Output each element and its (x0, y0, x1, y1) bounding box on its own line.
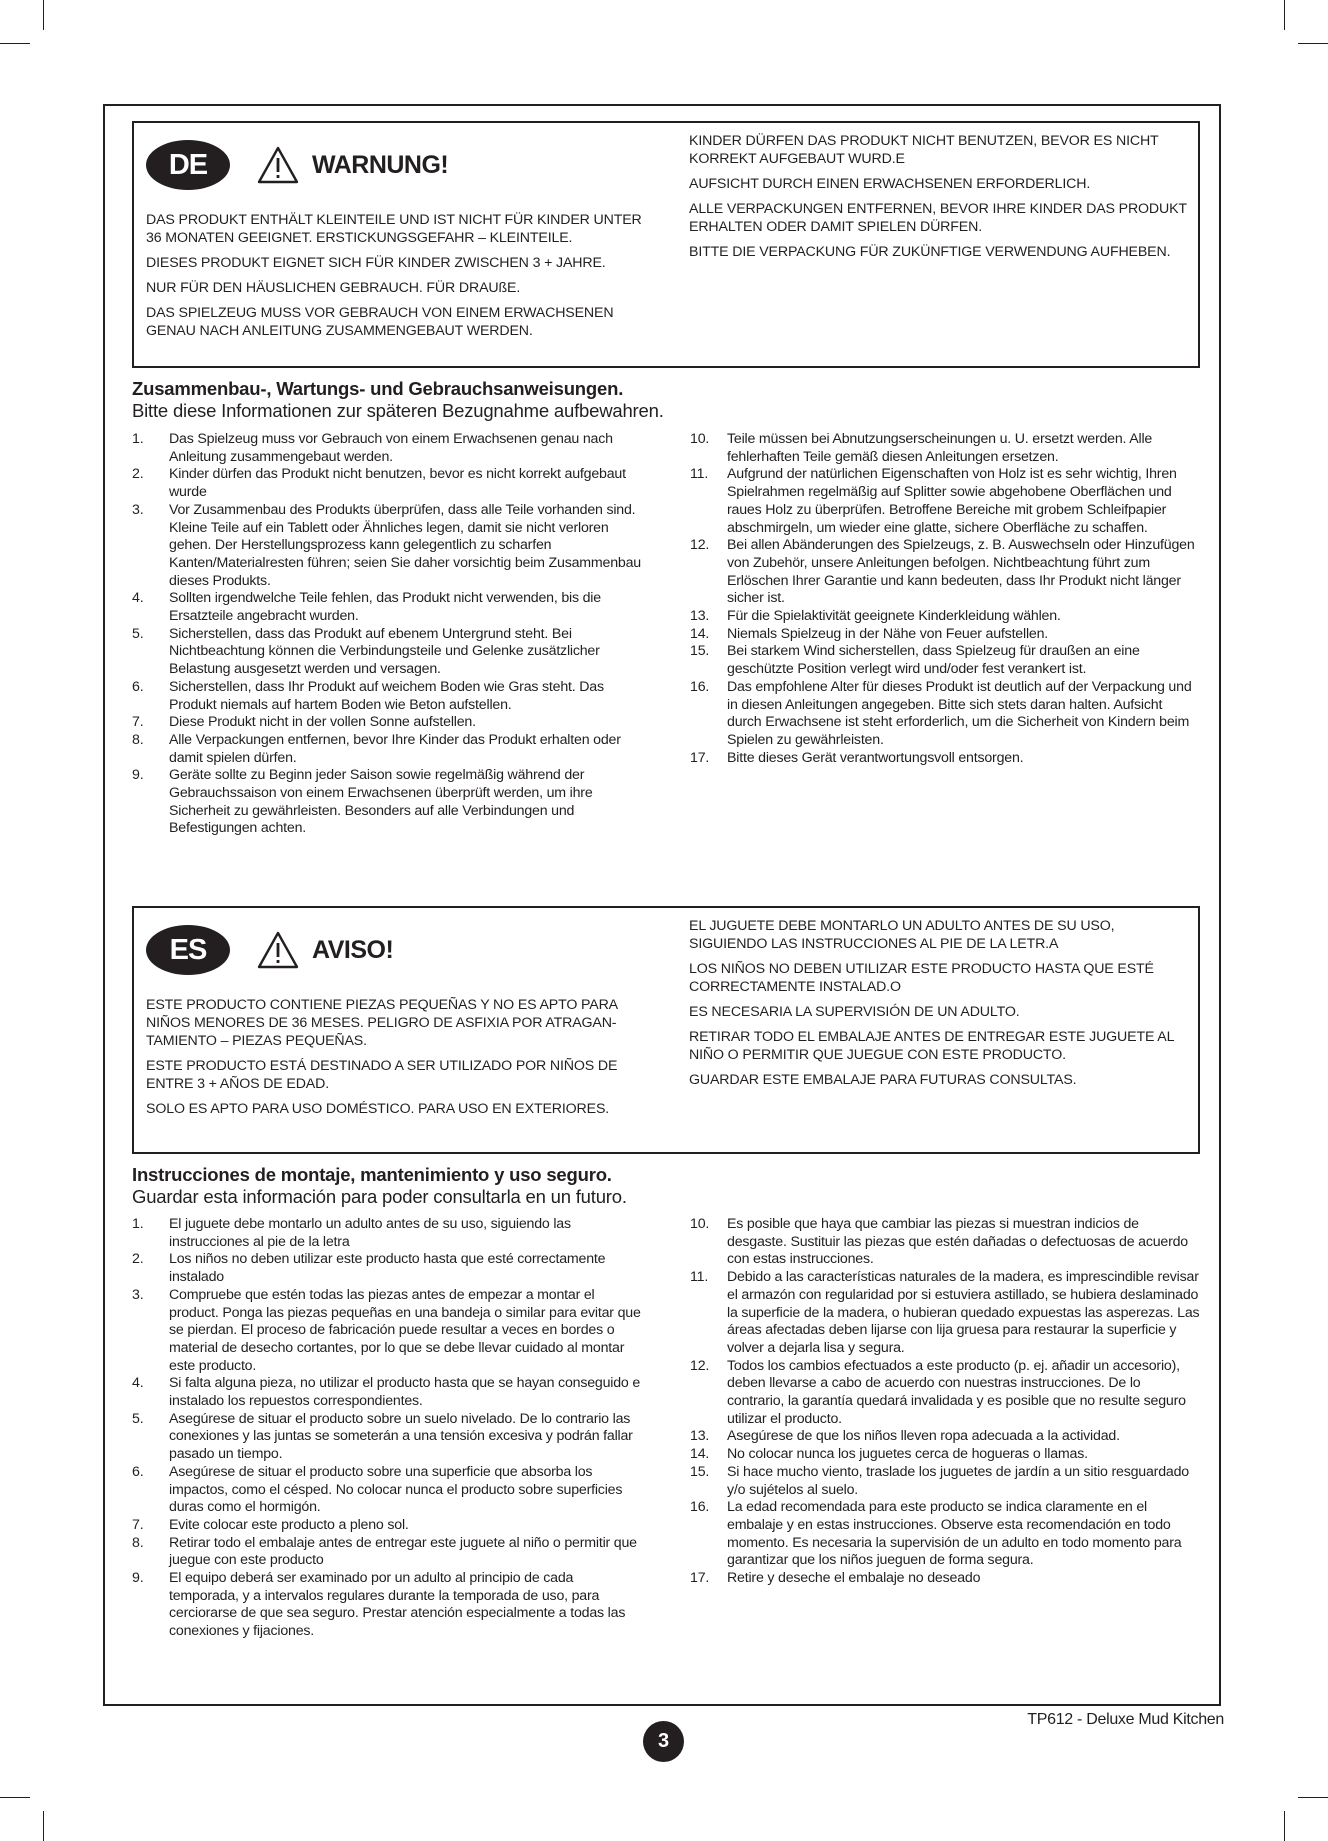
item-number: 13. (690, 608, 710, 625)
item-text: Evite colocar este producto a pleno sol. (169, 1516, 409, 1533)
item-number: 11. (690, 466, 709, 483)
list-item (132, 626, 642, 679)
crop-mark (43, 0, 44, 30)
list-item (690, 1499, 1200, 1570)
warning-paragraph: NUR FÜR DEN HÄUSLICHEN GEBRAUCH. FÜR DRAUßE. (146, 280, 521, 296)
item-text: Sicherstellen, dass Ihr Produkt auf weichem Boden wie Gras steht. Das Produkt niemals auf hartem Boden wie Beton aufstellen. (169, 678, 604, 713)
item-text: Bei starkem Wind sicherstellen, dass Spielzeug für draußen an eine geschützte Position verlegt wird und/oder fest verankert ist. (727, 643, 1140, 678)
warning-paragraph: ALLE VERPACKUNGEN ENTFERNEN, BEVOR IHRE KINDER DAS PRODUKT ERHALTEN ODER DAMIT SPIELEN DÜRFEN. (689, 201, 1187, 235)
item-text: Aufgrund der natürlichen Eigenschaften von Holz ist es sehr wichtig, Ihren Spielrahmen regelmäßig auf Splitter sowie abgehobene Oberflächen und raues Holz zu überprüfen. Betroffene Bereiche mit grobem Schleifpapier abschmirgeln, um wieder eine glatte, sichere Oberfläche zu schaffen. (727, 466, 1177, 536)
warning-paragraph: KINDER DÜRFEN DAS PRODUKT NICHT BENUTZEN, BEVOR ES NICHT KORREKT AUFGEBAUT WURD.E (689, 133, 1159, 167)
list-item (132, 1375, 642, 1410)
item-number: 3. (132, 501, 144, 518)
item-text: Compruebe que estén todas las piezas antes de empezar a montar el product. Ponga las piezas pequeñas en una bandeja o similar para evitar que se pierdan. El proceso de fabricación puede resultar a veces en bordes o material de desecho cortantes, por lo que se debe llevar cuidado al montar este producto. (169, 1286, 641, 1374)
warning-box-es (132, 906, 1200, 1154)
item-number: 1. (132, 431, 144, 447)
list-item (690, 431, 1200, 466)
item-text: La edad recomendada para este producto se indica claramente en el embalaje y en estas instrucciones. Observe esta recomendación en todo momento. Es necesaria la supervisión de un adulto en todo momento para garantizar que los niños jueguen de forma segura. (727, 1499, 1182, 1569)
crop-mark (1298, 1797, 1328, 1798)
list-item (690, 1358, 1200, 1429)
item-number: 10. (690, 1216, 710, 1232)
item-text: Retirar todo el embalaje antes de entregar este juguete al niño o permitir que juegue con este producto (169, 1534, 637, 1569)
list-item (690, 1446, 1200, 1464)
item-text: Vor Zusammenbau des Produkts überprüfen, dass alle Teile vorhanden sind. Kleine Teile auf ein Tablett oder Ähnliches legen, damit sie nicht verloren gehen. Der Herstellungsprozess kann gelegentlich zu scharfen Kanten/Materialresten führen; seien Sie daher vorsichtig beim Zusammenbau dieses Produkts. (169, 501, 641, 589)
item-number: 17. (690, 749, 710, 766)
item-number: 4. (132, 590, 144, 607)
list-item (690, 608, 1200, 626)
crop-mark (1284, 1811, 1285, 1841)
item-number: 12. (690, 537, 710, 554)
instructions-list-es-right (690, 1216, 1200, 1588)
item-number: 11. (690, 1269, 709, 1286)
item-number: 5. (132, 625, 144, 642)
item-number: 12. (690, 1357, 710, 1374)
page-number-badge: 3 (643, 1721, 684, 1762)
item-number: 4. (132, 1375, 144, 1392)
item-number: 13. (690, 1428, 710, 1445)
list-item (132, 466, 642, 501)
item-number: 6. (132, 1463, 144, 1480)
list-item (132, 1251, 642, 1286)
list-item (132, 1570, 642, 1641)
item-text: Es posible que haya que cambiar las piezas si muestran indicios de desgaste. Sustituir las piezas que estén dañadas o defectuosas de acuerdo con estas instrucciones. (727, 1216, 1189, 1268)
list-item (690, 679, 1200, 750)
crop-mark (1284, 0, 1285, 30)
list-item (690, 626, 1200, 644)
section-title-es: Instrucciones de montaje, mantenimiento y uso seguro. (132, 1164, 612, 1185)
list-item (690, 643, 1200, 678)
item-text: Sicherstellen, dass das Produkt auf ebenem Untergrund steht. Bei Nichtbeachtung können die Verbindungsteile und Gelenke zusätzlicher Belastung ausgesetzt werden und versagen. (169, 625, 600, 678)
item-number: 2. (132, 1251, 144, 1268)
item-number: 8. (132, 731, 144, 748)
language-badge-es: ES (146, 925, 230, 975)
product-title: TP612 - Deluxe Mud Kitchen (1027, 1711, 1224, 1728)
crop-mark (0, 43, 30, 44)
list-item (132, 590, 642, 625)
list-item (132, 767, 642, 838)
item-text: El equipo deberá ser examinado por un adulto al principio de cada temporada, y a intervalos regulares durante la temporada de uso, para cerciorarse de que sea seguro. Prestar atención especialmente a todas las conexiones y fijaciones. (169, 1570, 626, 1640)
warning-paragraph: ESTE PRODUCTO ESTÁ DESTINADO A SER UTILIZADO POR NIÑOS DE ENTRE 3 + AÑOS DE EDAD. (146, 1058, 618, 1092)
item-text: Das empfohlene Alter für dieses Produkt ist deutlich auf der Verpackung und in diesen Anleitungen angegeben. Bitte sich stets daran halten. Aufsicht durch Erwachsene ist steht erforderlich, um die Sicherheit von Kindern beim Spielen zu gewährleisten. (727, 678, 1192, 748)
item-text: Si hace mucho viento, traslade los juguetes de jardín a un sitio resguardado y/o sujételos al suelo. (727, 1463, 1189, 1498)
section-title-de: Zusammenbau-, Wartungs- und Gebrauchsanweisungen. (132, 378, 624, 399)
item-text: Todos los cambios efectuados a este producto (p. ej. añadir un accesorio), deben llevarse a cabo de acuerdo con nuestras instrucciones. De lo contrario, la garantía quedará invalidada y es posible que no resulte seguro utilizar el producto. (727, 1357, 1186, 1427)
instructions-list-es-left (132, 1216, 642, 1641)
list-item (690, 1269, 1200, 1358)
list-item (132, 714, 642, 732)
list-item (690, 537, 1200, 608)
list-item (690, 1464, 1200, 1499)
item-number: 16. (690, 1499, 710, 1516)
item-number: 3. (132, 1286, 144, 1303)
item-text: Geräte sollte zu Beginn jeder Saison sowie regelmäßig während der Gebrauchssaison von einem Erwachsenen überprüft werden, um ihre Sicherheit zu gewährleisten. Besonders auf alle Verbindungen und Befestigungen achten. (169, 767, 593, 837)
item-text: Si falta alguna pieza, no utilizar el producto hasta que se hayan conseguido e instalado los repuestos correspondientes. (169, 1375, 641, 1410)
item-text: Sollten irgendwelche Teile fehlen, das Produkt nicht verwenden, bis die Ersatzteile angebracht wurden. (169, 590, 601, 625)
list-item (132, 502, 642, 591)
item-text: Niemals Spielzeug in der Nähe von Feuer aufstellen. (727, 625, 1049, 642)
warning-triangle-icon (256, 145, 300, 185)
warning-title-es: AVISO! (312, 935, 394, 964)
item-number: 8. (132, 1534, 144, 1551)
item-text: Für die Spielaktivität geeignete Kinderkleidung wählen. (727, 608, 1061, 625)
list-item (132, 1216, 642, 1251)
section-subtitle-es: Guardar esta información para poder consultarla en un futuro. (132, 1186, 627, 1207)
item-text: Bei allen Abänderungen des Spielzeugs, z. B. Auswechseln oder Hinzufügen von Zubehör, unsere Anleitungen befolgen. Nichtbeachtung führt zum Erlöschen Ihrer Garantie und kann bedeuten, dass Ihr Produkt nicht länger sicher ist. (727, 537, 1195, 607)
warning-paragraph: DAS SPIELZEUG MUSS VOR GEBRAUCH VON EINEM ERWACHSENEN GENAU NACH ANLEITUNG ZUSAMMENGEBAUT WERDEN. (146, 305, 614, 339)
item-text: Das Spielzeug muss vor Gebrauch von einem Erwachsenen genau nach Anleitung zusammengebaut werden. (169, 431, 613, 465)
item-number: 10. (690, 431, 710, 447)
item-text: No colocar nunca los juguetes cerca de hogueras o llamas. (727, 1446, 1088, 1463)
crop-mark (1298, 43, 1328, 44)
item-number: 17. (690, 1570, 710, 1587)
list-item (132, 732, 642, 767)
list-item (132, 1517, 642, 1535)
item-text: Diese Produkt nicht in der vollen Sonne aufstellen. (169, 714, 476, 731)
warning-text-right-de (689, 132, 1189, 268)
crop-mark (0, 1797, 30, 1798)
warning-paragraph: GUARDAR ESTE EMBALAJE PARA FUTURAS CONSULTAS. (689, 1072, 1077, 1088)
item-number: 1. (132, 1216, 144, 1232)
list-item (690, 1216, 1200, 1269)
item-text: Bitte dieses Gerät verantwortungsvoll entsorgen. (727, 749, 1024, 766)
warning-paragraph: ESTE PRODUCTO CONTIENE PIEZAS PEQUEÑAS Y NO ES APTO PARA NIÑOS MENORES DE 36 MESES. PELIGRO DE ASFIXIA POR ATRAGAN-TAMIENTO – PIEZAS PEQUEÑAS. (146, 997, 618, 1049)
item-text: Los niños no deben utilizar este producto hasta que esté correctamente instalado (169, 1251, 606, 1286)
item-text: Debido a las características naturales de la madera, es imprescindible revisar el armazón con regularidad por si estuviera astillado, se hubiera deslaminado la superficie de la madera, o hubieran quedado expuestas las asperezas. Las áreas afectadas deben lijarse con lija gruesa para restaurar la superficie y volver a dejarla lisa y segura. (727, 1269, 1200, 1356)
warning-paragraph: LOS NIÑOS NO DEBEN UTILIZAR ESTE PRODUCTO HASTA QUE ESTÉ CORRECTAMENTE INSTALAD.O (689, 961, 1154, 995)
item-number: 15. (690, 1463, 710, 1480)
warning-paragraph: BITTE DIE VERPACKUNG FÜR ZUKÜNFTIGE VERWENDUNG AUFHEBEN. (689, 244, 1171, 260)
list-item (132, 1411, 642, 1464)
instructions-list-de-left (132, 431, 642, 838)
item-text: Asegúrese de que los niños lleven ropa adecuada a la actividad. (727, 1428, 1120, 1445)
list-item (690, 1428, 1200, 1446)
list-item (690, 1570, 1200, 1588)
language-badge-de: DE (146, 140, 230, 190)
warning-paragraph: EL JUGUETE DEBE MONTARLO UN ADULTO ANTES DE SU USO, SIGUIENDO LAS INSTRUCCIONES AL PIE DE LA LETR.A (689, 918, 1115, 952)
item-number: 14. (690, 1446, 710, 1463)
list-item (132, 1464, 642, 1517)
warning-paragraph: DAS PRODUKT ENTHÄLT KLEINTEILE UND IST NICHT FÜR KINDER UNTER 36 MONATEN GEEIGNET. ERSTICKUNGSGEFAHR – KLEINTEILE. (146, 212, 642, 246)
item-number: 6. (132, 678, 144, 695)
section-subtitle-de: Bitte diese Informationen zur späteren Bezugnahme aufbewahren. (132, 400, 664, 421)
warning-text-left-de (146, 211, 656, 347)
instructions-list-de-right (690, 431, 1200, 767)
warning-box-de (132, 121, 1200, 368)
list-item (132, 679, 642, 714)
warning-header-de (146, 139, 448, 191)
warning-paragraph: DIESES PRODUKT EIGNET SICH FÜR KINDER ZWISCHEN 3 + JAHRE. (146, 255, 606, 271)
warning-paragraph: ES NECESARIA LA SUPERVISIÓN DE UN ADULTO. (689, 1004, 1020, 1020)
list-item (690, 750, 1200, 768)
warning-text-right-es (689, 917, 1189, 1096)
warning-paragraph: AUFSICHT DURCH EINEN ERWACHSENEN ERFORDERLICH. (689, 176, 1091, 192)
item-number: 5. (132, 1410, 144, 1427)
warning-triangle-icon (256, 930, 300, 970)
warning-text-left-es (146, 996, 656, 1125)
list-item (132, 431, 642, 466)
item-number: 7. (132, 1516, 144, 1533)
item-text: El juguete debe montarlo un adulto antes de su uso, siguiendo las instrucciones al pie de la letra (169, 1216, 571, 1250)
warning-paragraph: SOLO ES APTO PARA USO DOMÉSTICO. PARA USO EN EXTERIORES. (146, 1101, 610, 1117)
warning-header-es (146, 924, 393, 976)
list-item (132, 1287, 642, 1376)
item-number: 7. (132, 714, 144, 731)
warning-title-de: WARNUNG! (312, 150, 449, 179)
warning-paragraph: RETIRAR TODO EL EMBALAJE ANTES DE ENTREGAR ESTE JUGUETE AL NIÑO O PERMITIR QUE JUEGUE CON ESTE PRODUCTO. (689, 1029, 1174, 1063)
item-number: 2. (132, 466, 144, 483)
item-text: Alle Verpackungen entfernen, bevor Ihre Kinder das Produkt erhalten oder damit spielen dürfen. (169, 731, 621, 766)
item-number: 9. (132, 767, 144, 784)
list-item (132, 1535, 642, 1570)
item-number: 16. (690, 678, 710, 695)
item-text: Retire y deseche el embalaje no deseado (727, 1570, 981, 1587)
list-item (690, 466, 1200, 537)
item-text: Asegúrese de situar el producto sobre un suelo nivelado. De lo contrario las conexiones y las juntas se someterán a una tensión excesiva y podrán fallar pasado un tiempo. (169, 1410, 633, 1463)
item-text: Asegúrese de situar el producto sobre una superficie que absorba los impactos, como el césped. No colocar nunca el producto sobre superficies duras como el hormigón. (169, 1463, 623, 1516)
item-number: 15. (690, 643, 710, 660)
item-number: 9. (132, 1570, 144, 1587)
item-text: Kinder dürfen das Produkt nicht benutzen, bevor es nicht korrekt aufgebaut wurde (169, 466, 626, 501)
crop-mark (43, 1811, 44, 1841)
item-number: 14. (690, 625, 710, 642)
item-text: Teile müssen bei Abnutzungserscheinungen u. U. ersetzt werden. Alle fehlerhaften Teile gemäß diesen Anleitungen ersetzen. (727, 431, 1153, 465)
